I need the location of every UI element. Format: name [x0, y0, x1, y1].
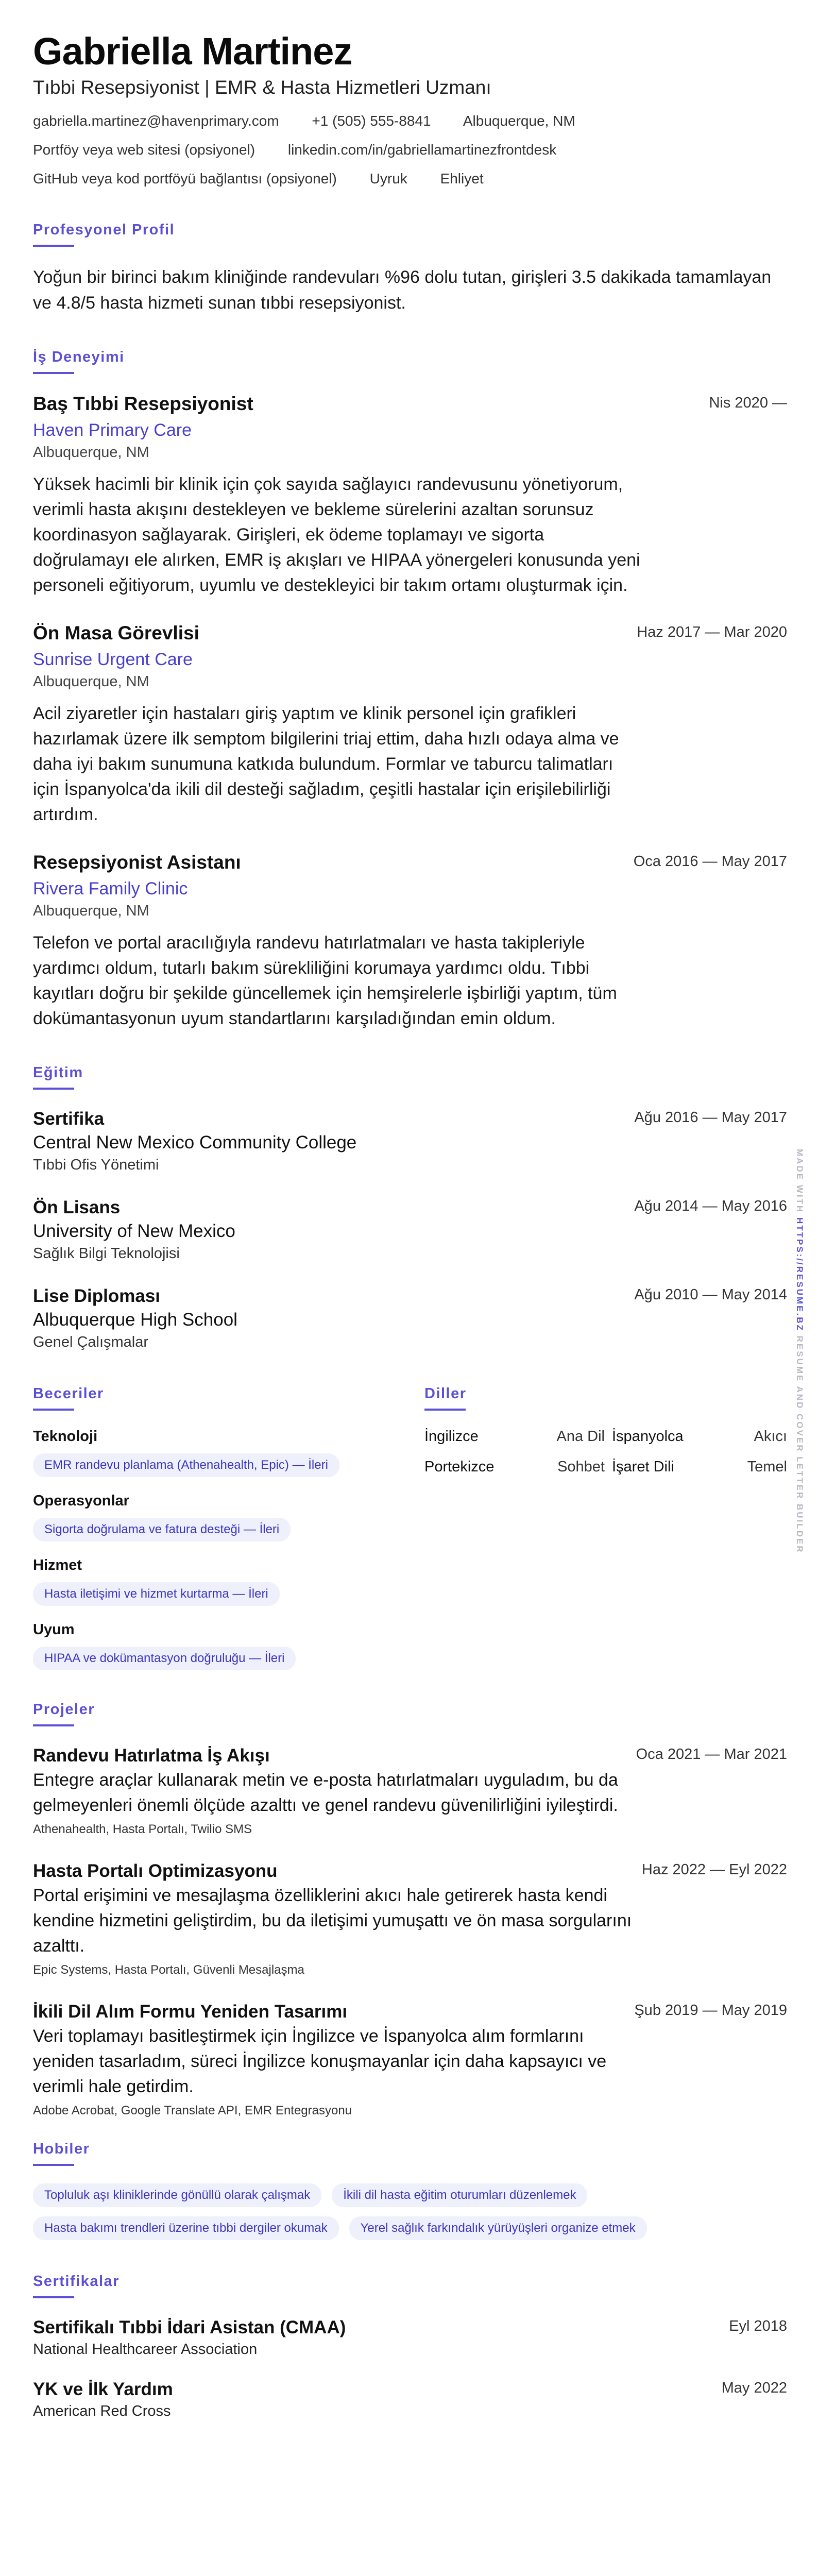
- watermark-label: [794, 1149, 805, 1554]
- edu-degree: Sertifika: [33, 1109, 105, 1129]
- edu-field: Sağlık Bilgi Teknolojisi: [33, 1245, 180, 1262]
- skill-group: [33, 1428, 424, 1493]
- project-description: Veri toplamayı basitleştirmek için İngilizce ve İspanyolca alım formlarını yeniden tasarladım, süreci İngilizce konuşmayanlar için daha kapsayıcı ve verimli hale getirdim.: [33, 2026, 607, 2096]
- skills-languages-section: [33, 1385, 787, 1686]
- skill-group: [33, 1493, 424, 1557]
- skill-chip: EMR randevu planlama (Athenahealth, Epic) — İleri: [33, 1453, 339, 1477]
- job-title: Ön Masa Görevlisi: [33, 622, 199, 643]
- skill-group: [33, 1557, 424, 1621]
- project-title: Hasta Portalı Optimizasyonu: [33, 1861, 278, 1881]
- projects-section: [33, 1701, 787, 2120]
- license-text: Ehliyet: [440, 171, 484, 187]
- job-entry: [33, 850, 787, 1031]
- certificate-issuer: American Red Cross: [33, 2403, 171, 2419]
- language-level: Temel: [747, 1459, 787, 1475]
- job-date: Oca 2016 — May 2017: [633, 853, 787, 870]
- watermark-link[interactable]: HTTPS://RESUME.BZ: [795, 1217, 805, 1332]
- skill-category: Hizmet: [33, 1557, 82, 1573]
- job-location: Albuquerque, NM: [33, 903, 149, 919]
- candidate-title: Tıbbi Resepsiyonist | EMR & Hasta Hizmetleri Uzmanı: [33, 77, 491, 98]
- job-title: Baş Tıbbi Resepsiyonist: [33, 393, 253, 414]
- experience-section: [33, 349, 787, 1031]
- section-title-hobbies: Hobiler: [33, 2141, 90, 2157]
- certificate-date: May 2022: [721, 2380, 787, 2396]
- job-title: Resepsiyonist Asistanı: [33, 852, 241, 873]
- job-date: Nis 2020 —: [709, 395, 787, 411]
- job-company: Haven Primary Care: [33, 420, 192, 440]
- language-name: Portekizce: [424, 1459, 495, 1475]
- project-entry: [33, 1744, 787, 1839]
- github-link[interactable]: GitHub veya kod portföyü bağlantısı (opsiyonel): [33, 171, 337, 187]
- edu-degree: Ön Lisans: [33, 1197, 121, 1217]
- edu-school: University of New Mexico: [33, 1221, 235, 1241]
- section-rule: [33, 1409, 74, 1411]
- language-name: İspanyolca: [612, 1428, 684, 1445]
- phone-text: +1 (505) 555-8841: [312, 113, 431, 129]
- project-date: Haz 2022 — Eyl 2022: [641, 1861, 787, 1878]
- certificate-date: Eyl 2018: [729, 2318, 787, 2334]
- linkedin-link[interactable]: linkedin.com/in/gabriellamartinezfrontdesk: [287, 142, 557, 158]
- project-tech: Epic Systems, Hasta Portalı, Güvenli Mesajlaşma: [33, 1963, 304, 1977]
- contact-row-1: [33, 111, 787, 131]
- profile-section: [33, 222, 787, 316]
- email-link[interactable]: gabriella.martinez@havenprimary.com: [33, 113, 279, 129]
- language-level: Sohbet: [557, 1459, 605, 1475]
- job-entry: [33, 392, 787, 598]
- section-title-projects: Projeler: [33, 1701, 95, 1718]
- job-description: Yüksek hacimli bir klinik için çok sayıda sağlayıcı randevusunu yönetiyorum, verimli hasta akışını destekleyen ve bekleme sürelerini azaltan sorunsuz koordinasyon sağlayarak. Girişleri, ek ödeme toplamayı ve sigorta doğrulamayı ele alırken, EMR iş akışları ve HIPAA yönergeleri konusunda yeni personeli eğitiyorum, uyumlu ve destekleyici bir takım ortamı oluşturmak için.: [33, 474, 640, 595]
- section-rule: [33, 245, 74, 247]
- education-section: [33, 1064, 787, 1352]
- header: [33, 30, 787, 189]
- skill-chip: Sigorta doğrulama ve fatura desteği — İleri: [33, 1518, 291, 1541]
- languages-column: [424, 1385, 787, 1686]
- job-description: Acil ziyaretler için hastaları giriş yaptım ve klinik personel için grafikleri hazırlamak üzere ilk semptom bilgilerini triaj ettim, daha hızlı odaya alma ve daha iyi bakım sunumuna katkıda bulundum. Formlar ve taburcu talimatları için İspanyolca'da ikili dil desteği sağladım, çeşitli hastalar için erişilebilirliği artırdım.: [33, 704, 619, 824]
- edu-school: Albuquerque High School: [33, 1310, 237, 1330]
- hobbies-section: [33, 2141, 787, 2249]
- section-title-languages: Diller: [424, 1385, 467, 1402]
- hobby-chip: Yerel sağlık farkındalık yürüyüşleri organize etmek: [349, 2216, 647, 2240]
- certificate-issuer: National Healthcareer Association: [33, 2341, 258, 2358]
- project-tech: Adobe Acrobat, Google Translate API, EMR Entegrasyonu: [33, 2104, 352, 2117]
- certificates-section: [33, 2273, 787, 2421]
- skill-chip: Hasta iletişimi ve hizmet kurtarma — İleri: [33, 1582, 280, 1606]
- profile-text: Yoğun bir birinci bakım kliniğinde randevuları %96 dolu tutan, girişleri 3.5 dakikada tamamlayan ve 4.8/5 hasta hizmeti sunan tıbbi resepsiyonist.: [33, 267, 772, 313]
- section-rule: [33, 1724, 74, 1726]
- section-rule: [424, 1409, 466, 1411]
- edu-field: Tıbbi Ofis Yönetimi: [33, 1157, 159, 1173]
- skill-group: [33, 1621, 424, 1686]
- hobby-chip: Topluluk aşı kliniklerinde gönüllü olarak çalışmak: [33, 2183, 321, 2207]
- certificate-name: Sertifikalı Tıbbi İdari Asistan (CMAA): [33, 2317, 346, 2337]
- education-entry: [33, 1284, 787, 1352]
- nationality-text: Uyruk: [369, 171, 407, 187]
- skill-chip: HIPAA ve dokümantasyon doğruluğu — İleri: [33, 1647, 296, 1670]
- job-company: Rivera Family Clinic: [33, 879, 188, 899]
- certificate-name: YK ve İlk Yardım: [33, 2379, 173, 2399]
- project-date: Şub 2019 — May 2019: [634, 2002, 787, 2019]
- hobby-chip: İkili dil hasta eğitim oturumları düzenlemek: [332, 2183, 587, 2207]
- edu-date: Ağu 2010 — May 2014: [634, 1286, 787, 1303]
- certificate-entry: [33, 2378, 787, 2421]
- skill-category: Uyum: [33, 1621, 75, 1638]
- project-title: Randevu Hatırlatma İş Akışı: [33, 1745, 270, 1766]
- job-description: Telefon ve portal aracılığıyla randevu hatırlatmaları ve hasta takipleriyle yardımcı oldum, tutarlı bakım sürekliliğini korumaya yardımcı oldu. Tıbbi kayıtları doğru bir şekilde güncellemek için hemşirelerle işbirliği yaptım, tüm dokümantasyonun uyum standartlarını karşıladığından emin oldum.: [33, 933, 617, 1028]
- edu-field: Genel Çalışmalar: [33, 1334, 149, 1350]
- language-level: Akıcı: [754, 1428, 787, 1445]
- section-rule: [33, 2164, 74, 2166]
- watermark-prefix: MADE WITH: [795, 1149, 805, 1214]
- job-location: Albuquerque, NM: [33, 673, 149, 690]
- edu-school: Central New Mexico Community College: [33, 1132, 357, 1153]
- hobby-chip: Hasta bakımı trendleri üzerine tıbbi dergiler okumak: [33, 2216, 339, 2240]
- project-entry: [33, 2000, 787, 2120]
- language-name: İngilizce: [424, 1428, 479, 1445]
- section-rule: [33, 2296, 74, 2298]
- contact-row-3: [33, 169, 787, 189]
- resume-page: [33, 30, 787, 2439]
- location-text: Albuquerque, NM: [463, 113, 575, 129]
- project-description: Entegre araçlar kullanarak metin ve e-posta hatırlatmaları uyguladım, bu da gelmeyenleri önemli ölçüde azalttı ve genel randevu güvenilirliğini iyileştirdi.: [33, 1770, 618, 1815]
- section-rule: [33, 372, 74, 374]
- education-entry: [33, 1107, 787, 1175]
- skill-category: Teknoloji: [33, 1428, 98, 1445]
- skills-column: [33, 1385, 424, 1686]
- edu-degree: Lise Diploması: [33, 1286, 161, 1306]
- section-rule: [33, 1088, 74, 1090]
- language-level: Ana Dil: [556, 1428, 605, 1445]
- hobby-list: [33, 2183, 787, 2249]
- section-title-education: Eğitim: [33, 1064, 83, 1081]
- education-entry: [33, 1196, 787, 1264]
- project-entry: [33, 1859, 787, 1979]
- job-company: Sunrise Urgent Care: [33, 650, 193, 669]
- candidate-name: Gabriella Martinez: [33, 30, 352, 73]
- languages-grid: [424, 1428, 787, 1476]
- portfolio-link[interactable]: Portföy veya web sitesi (opsiyonel): [33, 142, 255, 158]
- edu-date: Ağu 2014 — May 2016: [634, 1198, 787, 1214]
- project-description: Portal erişimini ve mesajlaşma özelliklerini akıcı hale getirerek hasta kendi kendine hizmetini geliştirdim, bu da iletişimi yumuşattı ve ön masa sorgularını azalttı.: [33, 1886, 632, 1956]
- job-date: Haz 2017 — Mar 2020: [637, 624, 787, 640]
- edu-date: Ağu 2016 — May 2017: [634, 1109, 787, 1126]
- watermark-suffix: RESUME AND COVER LETTER BUILDER: [795, 1335, 805, 1554]
- section-title-certificates: Sertifikalar: [33, 2273, 120, 2290]
- project-title: İkili Dil Alım Formu Yeniden Tasarımı: [33, 2002, 348, 2022]
- skill-category: Operasyonlar: [33, 1493, 129, 1509]
- contact-row-2: [33, 140, 787, 160]
- certificate-entry: [33, 2316, 787, 2359]
- section-title-experience: İş Deneyimi: [33, 349, 125, 365]
- project-tech: Athenahealth, Hasta Portalı, Twilio SMS: [33, 1822, 252, 1836]
- language-name: İşaret Dili: [612, 1459, 674, 1475]
- job-entry: [33, 621, 787, 827]
- section-title-skills: Beceriler: [33, 1385, 104, 1402]
- section-title-profile: Profesyonel Profil: [33, 222, 175, 238]
- project-date: Oca 2021 — Mar 2021: [636, 1746, 787, 1762]
- job-location: Albuquerque, NM: [33, 444, 149, 461]
